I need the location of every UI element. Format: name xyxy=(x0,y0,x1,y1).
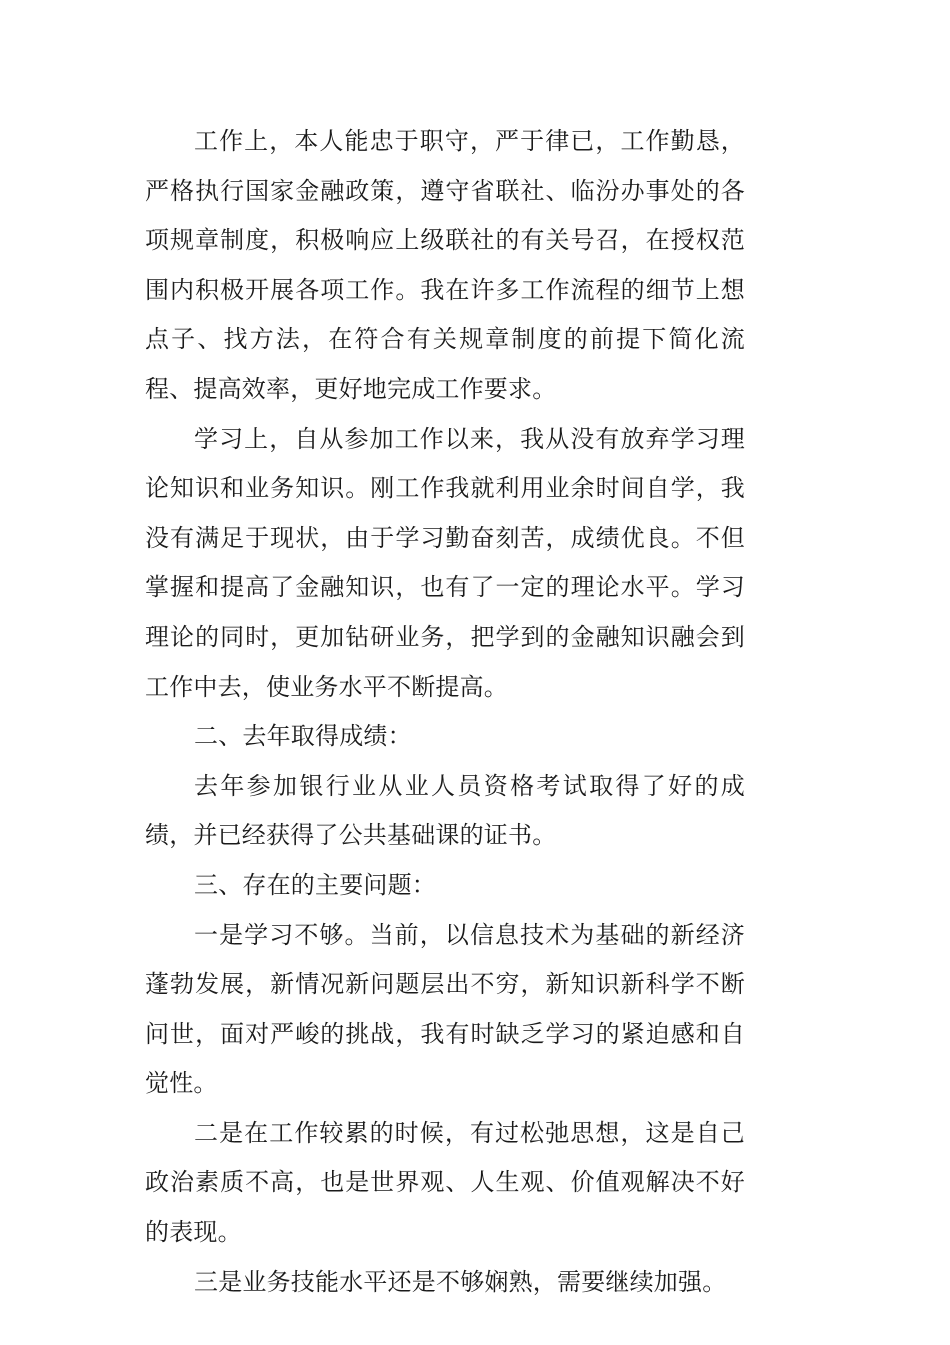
paragraph-problem-three: 三是业务技能水平还是不够娴熟，需要继续加强。 xyxy=(194,1267,727,1296)
paragraph-problem-one: 一是学习不够。当前，以信息技术为基础的新经济蓬勃发展，新情况新问题层出不穷，新知识新科学不断问世，面对严峻的挑战，我有时缺乏学习的紧迫感和自觉性。 xyxy=(145,920,745,1098)
paragraph-problem-two: 二是在工作较累的时候，有过松弛思想，这是自己政治素质不高，也是世界观、人生观、价值观解决不好的表现。 xyxy=(145,1118,745,1247)
paragraph-achievements: 去年参加银行业从业人员资格考试取得了好的成绩，并已经获得了公共基础课的证书。 xyxy=(145,771,745,850)
heading-achievements: 二、去年取得成绩： xyxy=(194,722,412,751)
heading-problems: 三、存在的主要问题： xyxy=(194,870,436,899)
paragraph-study: 学习上，自从参加工作以来，我从没有放弃学习理论知识和业务知识。刚工作我就利用业余时间自学，我没有满足于现状，由于学习勤奋刻苦，成绩优良。不但掌握和提高了金融知识，也有了一定的理论水平。学习理论的同时，更加钻研业务，把学到的金融知识融会到工作中去，使业务水平不断提高。 xyxy=(145,424,745,701)
paragraph-work: 工作上，本人能忠于职守，严于律已，工作勤恳，严格执行国家金融政策，遵守省联社、临汾办事处的各项规章制度，积极响应上级联社的有关号召，在授权范围内积极开展各项工作。我在许多工作流程的细节上想点子、找方法，在符合有关规章制度的前提下简化流程、提高效率，更好地完成工作要求。 xyxy=(145,127,745,403)
document-page xyxy=(145,117,745,1307)
